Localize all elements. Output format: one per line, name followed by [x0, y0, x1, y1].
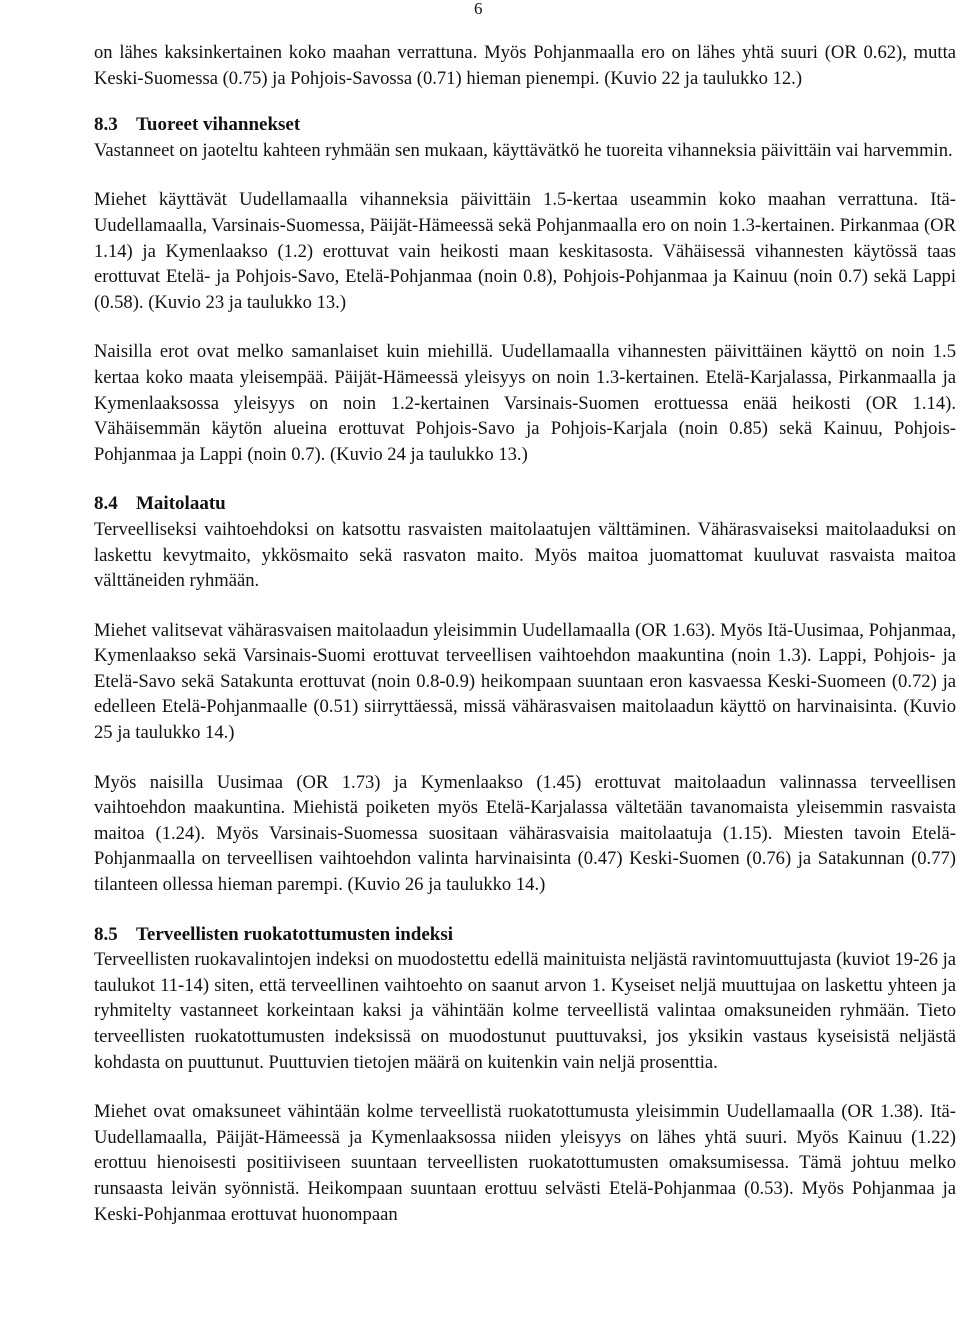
section-title: Terveellisten ruokatottumusten indeksi: [136, 923, 454, 945]
section-number: 8.4: [94, 493, 118, 515]
section-number: 8.5: [94, 923, 118, 945]
section-heading-8-5: [94, 922, 956, 948]
paragraph-continuation: on lähes kaksinkertainen koko maahan verrattuna. Myös Pohjanmaalla ero on lähes yhtä suuri (OR 0.62), mutta Keski-Suomessa (0.75) ja Pohjois-Savossa (0.71) hieman pienempi. (Kuvio 22 ja taulukko 12.): [94, 42, 956, 89]
document-body: [94, 40, 956, 1227]
section-8-3: [94, 112, 956, 467]
paragraph: Miehet valitsevat vähärasvaisen maitolaadun yleisimmin Uudellamaalla (OR 1.63). Myös Itä-Uusimaa, Pohjanmaa, Kymenlaakso sekä Varsinais-Suomi erottuvat terveellisen vaihtoehdon maakuntina (noin 1.3). Lappi, Pohjois- ja Etelä-Savo sekä Satakunta erottuvat (noin 0.8-0.9) heikompaan suuntaan eron kasvaessa Keski-Suomeen (0.72) ja edelleen Etelä-Pohjanmaalle (0.51) siirryttäessä, missä vähärasvaisen maitolaadun käyttö on harvinaisinta. (Kuvio 25 ja taulukko 14.): [94, 619, 956, 744]
paragraph: Terveelliseksi vaihtoehdoksi on katsottu rasvaisten maitolaatujen välttäminen. Vähärasvaiseksi maitolaaduksi on laskettu kevytmaito, ykkösmaito sekä rasvaton maito. Myös maitoa juomattomat kuuluvat rasvaista maitoa välttäneiden ryhmään.: [94, 518, 956, 592]
section-title: Tuoreet vihannekset: [136, 114, 301, 136]
section-8-5: [94, 922, 956, 1228]
section-heading-8-4: [94, 491, 956, 517]
paragraph: Miehet käyttävät Uudellamaalla vihanneksia päivittäin 1.5-kertaa useammin koko maahan verrattuna. Itä-Uudellamaalla, Varsinais-Suomessa, Päijät-Hämeessä sekä Pohjanmaalla ero on noin 1.3-kertainen. Pirkanmaa (OR 1.14) ja Kymenlaakso (1.2) erottuvat vain heikosti maan keskitasosta. Vähäisessä vihannesten käytössä taas erottuvat Etelä- ja Pohjois-Savo, Etelä-Pohjanmaa (noin 0.8), Pohjois-Pohjanmaa ja Kainuu (noin 0.7) sekä Lappi (0.58). (Kuvio 23 ja taulukko 13.): [94, 189, 956, 313]
paragraph: Naisilla erot ovat melko samanlaiset kuin miehillä. Uudellamaalla vihannesten päivittäinen käyttö on noin 1.5 kertaa koko maata yleisempää. Päijät-Hämeessä yleisyys on noin 1.3-kertainen. Etelä-Karjalassa, Pirkanmaalla ja Kymenlaaksossa yleisyys on noin 1.2-kertainen Varsinais-Suomen erottuessa enää heikosti (OR 1.14). Vähäisemmän käytön alueina erottuvat Pohjois-Savo ja Pohjois-Karjala (noin 0.85) sekä Kainuu, Pohjois-Pohjanmaa ja Lappi (noin 0.7). (Kuvio 24 ja taulukko 13.): [94, 341, 956, 465]
paragraph: Terveellisten ruokavalintojen indeksi on muodostettu edellä mainituista neljästä ravintomuuttujasta (kuviot 19-26 ja taulukot 11-14) siten, että terveellinen vaihtoehto on saanut arvon 1. Kyseiset neljä muuttujaa on laskettu yhteen ja ryhmitelty vastanneet korkeintaan kaksi ja vähintään kolme terveellistä valintaa omaksuneiden ryhmään. Tieto terveellisten ruokatottumusten indeksissä on muodostunut puuttuvaksi, jos yksikin vastaus kyseisistä neljästä kohdasta on puuttunut. Puuttuvien tietojen määrä on kuitenkin vain neljä prosenttia.: [94, 949, 956, 1073]
section-title: Maitolaatu: [136, 493, 226, 515]
section-8-4: [94, 491, 956, 897]
section-number: 8.3: [94, 114, 118, 136]
paragraph: Vastanneet on jaoteltu kahteen ryhmään sen mukaan, käyttävätkö he tuoreita vihanneksia päivittäin vai harvemmin.: [94, 139, 953, 161]
page-number: 6: [474, 0, 483, 18]
section-heading-8-3: [94, 112, 956, 138]
paragraph: Myös naisilla Uusimaa (OR 1.73) ja Kymenlaakso (1.45) erottuvat maitolaadun valinnassa terveellisen vaihtoehdon maakuntina. Miehistä poiketen myös Etelä-Karjalassa vältetään tavanomaista yleisemmin rasvaista maitoa (1.24). Myös Varsinais-Suomessa suositaan vähärasvaisia maitolaatuja (1.15). Miesten tavoin Etelä-Pohjanmaalla on terveellisen vaihtoehdon valinta harvinaisinta (0.47) Keski-Suomen (0.76) ja Satakunnan (0.77) tilanteen ollessa hieman parempi. (Kuvio 26 ja taulukko 14.): [94, 771, 956, 896]
paragraph: Miehet ovat omaksuneet vähintään kolme terveellistä ruokatottumusta yleisimmin Uudellamaalla (OR 1.38). Itä-Uudellamaalla, Päijät-Hämeessä ja Kymenlaaksossa niiden yleisyys on lähes yhtä suuri. Myös Kainuu (1.22) erottuu hienoisesti positiiviseen suuntaan terveellisten ruokatottumusten omaksumisessa. Tämä johtuu melko runsaasta leivän syönnistä. Heikompaan suuntaan erottuu selvästi Etelä-Pohjanmaa (0.53). Myös Pohjanmaa ja Keski-Pohjanmaa erottuvat huonompaan: [94, 1101, 956, 1225]
